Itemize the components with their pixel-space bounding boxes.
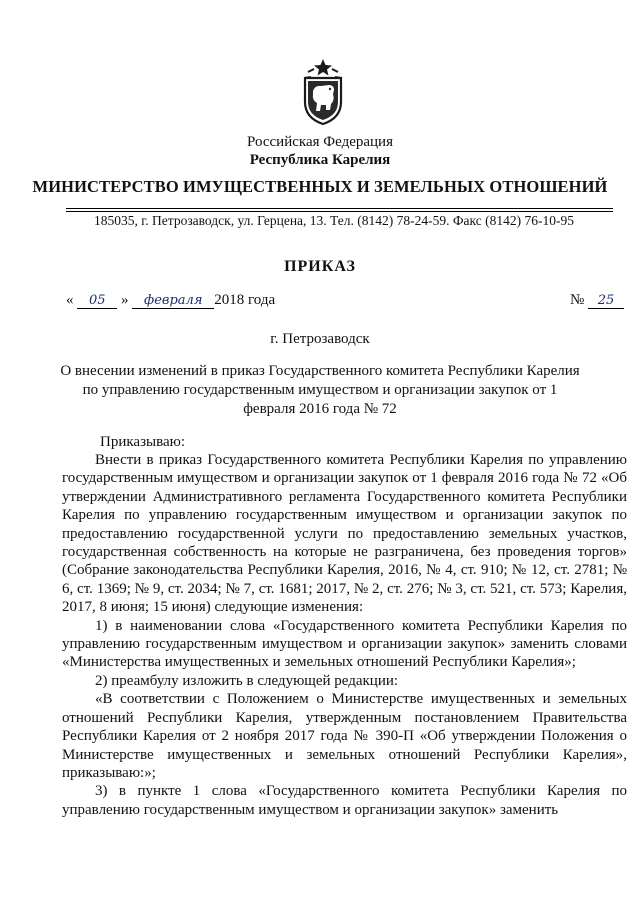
document-type: ПРИКАЗ xyxy=(284,258,356,275)
document-body xyxy=(62,451,627,819)
body-paragraph: 3) в пункте 1 слова «Государственного комитета Республики Карелия по управлению государственным имуществом и организации закупок» заменить xyxy=(62,783,627,818)
ministry-address: 185035, г. Петрозаводск, ул. Герцена, 13. Тел. (8142) 78-24-59. Факс (8142) 76-10-95 xyxy=(94,213,574,228)
order-word: Приказываю: xyxy=(100,434,185,450)
date-day: 05 xyxy=(77,293,117,309)
header-divider xyxy=(66,208,613,209)
document-city: г. Петрозаводск xyxy=(270,331,370,347)
body-paragraph: 1) в наименовании слова «Государственного комитета Республики Карелия по управлению государственным имуществом и организации закупок» заменить словами «Министерства имущественных и земельных отношений Республики Карелия»; xyxy=(62,617,627,671)
date-close-quote: » xyxy=(121,292,129,308)
date-month: февраля xyxy=(132,293,214,309)
number-value: 25 xyxy=(588,293,624,309)
number-label: № xyxy=(569,292,585,308)
body-paragraph: Внести в приказ Государственного комитета Республики Карелия по управлению государственным имуществом и организации закупок от 1 февраля 2016 года № 72 «Об утверждении Административного регламента Государственного комитета Республики Карелия по управлению государственным имуществом и организации закупок по предоставлению государственной услуги по предоставлению земельных участков, государственная собственность на которые не разграничена, без проведения торгов» (Собрание законодательства Республики Карелия, 2016, № 4, ст. 910; № 12, ст. 2781; № 6, ст. 1369; № 9, ст. 2034; № 7, ст. 1681; 2017, № 2, ст. 276; № 3, ст. 521, ст. 573; Карелия, 2017, 8 июня; 15 июня) следующие изменения: xyxy=(62,452,627,616)
ministry-name: МИНИСТЕРСТВО ИМУЩЕСТВЕННЫХ И ЗЕМЕЛЬНЫХ ОТНОШЕНИЙ xyxy=(32,177,608,196)
body-paragraph: 2) преамбулу изложить в следующей редакции: xyxy=(95,672,399,689)
document-number xyxy=(570,292,624,309)
date-year: 2018 года xyxy=(214,292,276,308)
date-open-quote: « xyxy=(66,292,74,308)
country-name: Российская Федерация xyxy=(247,134,393,150)
document-subject: О внесении изменений в приказ Государственного комитета Республики Карелия по управлению государственным имуществом и организации закупок от 1 февраля 2016 года № 72 xyxy=(60,363,580,417)
coat-of-arms-icon xyxy=(299,58,347,126)
document-date xyxy=(66,292,275,309)
republic-name: Республика Карелия xyxy=(249,152,391,168)
body-paragraph: «В соответствии с Положением о Министерстве имущественных и земельных отношений Республики Карелия, утвержденным постановлением Правительства Республики Карелия от 2 ноября 2017 года № 390-П «Об утверждении Положения о Министерстве имущественных и земельных отношений Республики Карелия», приказываю:»; xyxy=(62,691,627,781)
header-divider-thin xyxy=(66,211,613,212)
